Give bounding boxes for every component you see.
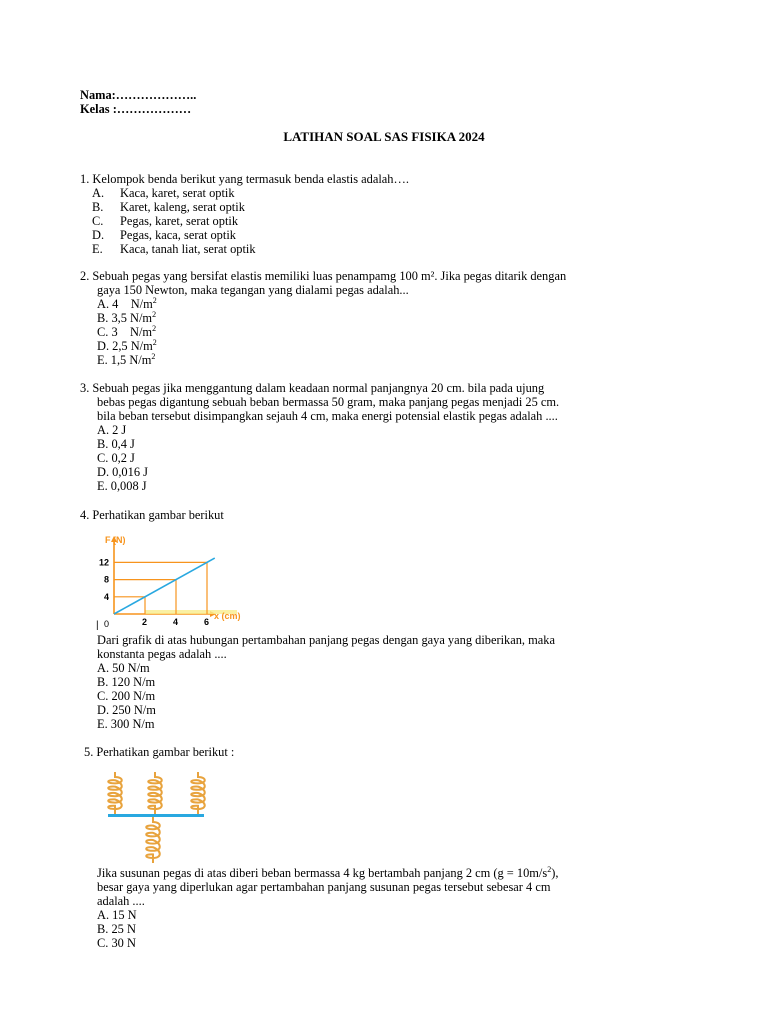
option-text: D. 2,5 N/m: [97, 339, 153, 353]
y-tick-label: 4: [104, 591, 110, 602]
q1-option-a[interactable]: [92, 186, 235, 200]
connecting-bar: [108, 814, 204, 817]
text-part: Jika susunan pegas di atas diberi beban bermassa 4 kg bertambah panjang 2 cm (g = 10m/s: [97, 866, 548, 880]
q3-option-e[interactable]: E. 0,008 J: [97, 479, 147, 493]
q3-stem-line2: bebas pegas digantung sebuah beban bermassa 50 gram, maka panjang pegas menjadi 25 cm.: [97, 395, 560, 409]
superscript: 2: [547, 864, 552, 874]
option-text: C. 3 N/m: [97, 325, 153, 339]
q1-stem: 1. Kelompok benda berikut yang termasuk benda elastis adalah….: [80, 172, 409, 186]
y-axis-label: F (N): [105, 535, 126, 545]
q3-option-a[interactable]: A. 2 J: [97, 423, 127, 437]
q4-text-line2: konstanta pegas adalah ....: [97, 647, 227, 661]
spring-bottom: [146, 817, 160, 863]
q5-text-line3: adalah ....: [97, 894, 145, 908]
y-tick-label: 8: [104, 574, 110, 585]
q1-option-e[interactable]: [92, 242, 256, 256]
option-letter: C.: [92, 214, 104, 228]
page-title: LATIHAN SOAL SAS FISIKA 2024: [283, 129, 485, 144]
spring-layer: [108, 772, 205, 863]
superscript: 2: [151, 351, 156, 361]
q4-option-d[interactable]: D. 250 N/m: [97, 703, 156, 717]
option-text: Karet, kaleng, serat optik: [120, 200, 245, 214]
option-letter: D.: [92, 228, 105, 242]
option-text: E. 1,5 N/m: [97, 353, 152, 367]
q1-option-d[interactable]: [92, 228, 236, 242]
q3-option-d[interactable]: D. 0,016 J: [97, 465, 148, 479]
q4-option-e[interactable]: E. 300 N/m: [97, 717, 155, 731]
option-text: Pegas, kaca, serat optik: [120, 228, 236, 242]
spring-right: [191, 772, 205, 814]
q2-stem-line1: 2. Sebuah pegas yang bersifat elastis memiliki luas penampamg 100 m². Jika pegas ditarik dengan: [80, 269, 567, 283]
x-tick-label: 2: [142, 617, 148, 627]
q4-option-a[interactable]: A. 50 N/m: [97, 661, 150, 675]
force-extension-graph: [94, 530, 259, 632]
origin-label: 0: [104, 619, 110, 629]
class-field: Kelas :………………: [80, 102, 192, 116]
text-part: ),: [551, 866, 559, 880]
spring-left: [108, 772, 122, 814]
q4-text-line1: Dari grafik di atas hubungan pertambahan panjang pegas dengan gaya yang diberikan, maka: [97, 633, 555, 647]
data-line: [114, 558, 215, 614]
q3-option-c[interactable]: C. 0,2 J: [97, 451, 135, 465]
q5-stem: 5. Perhatikan gambar berikut :: [84, 745, 235, 759]
option-text: Kaca, karet, serat optik: [120, 186, 235, 200]
q5-text-line2: besar gaya yang diperlukan agar pertambahan panjang susunan pegas tersebut sebesar 4 cm: [97, 880, 551, 894]
q4-stem: 4. Perhatikan gambar berikut: [80, 508, 224, 522]
superscript: 2: [152, 323, 157, 333]
option-text: Pegas, karet, serat optik: [120, 214, 239, 228]
q2-stem-line2: gaya 150 Newton, maka tegangan yang dialami pegas adalah...: [97, 283, 409, 297]
q1-option-b[interactable]: [92, 200, 245, 214]
q4-option-c[interactable]: C. 200 N/m: [97, 689, 156, 703]
option-letter: B.: [92, 200, 104, 214]
x-axis-label: x (cm): [214, 611, 241, 621]
q3-stem-line1: 3. Sebuah pegas jika menggantung dalam keadaan normal panjangnya 20 cm. bila pada ujung: [80, 381, 545, 395]
option-letter: E.: [92, 242, 103, 256]
option-text: A. 4 N/m: [97, 297, 153, 311]
option-letter: A.: [92, 186, 105, 200]
spring-arrangement-diagram: [104, 770, 210, 866]
q5-option-c[interactable]: C. 30 N: [97, 936, 136, 950]
q2-option-b[interactable]: [97, 311, 156, 325]
x-tick-label: 4: [173, 617, 179, 627]
superscript: 2: [152, 337, 157, 347]
q2-option-d[interactable]: [97, 339, 157, 353]
origin-tick: |: [96, 620, 99, 631]
q3-stem-line3: bila beban tersebut disimpangkan sejauh 4 cm, maka energi potensial elastik pegas adalah ....: [97, 409, 558, 423]
spring-middle: [148, 772, 162, 814]
q3-option-b[interactable]: B. 0,4 J: [97, 437, 135, 451]
q5-option-b[interactable]: B. 25 N: [97, 922, 136, 936]
q2-option-e[interactable]: [97, 353, 155, 367]
q5-option-a[interactable]: A. 15 N: [97, 908, 137, 922]
name-field: Nama:………………..: [80, 88, 197, 102]
q4-option-b[interactable]: B. 120 N/m: [97, 675, 156, 689]
superscript: 2: [152, 295, 157, 305]
x-tick-label: 6: [204, 617, 210, 627]
q2-option-c[interactable]: [97, 325, 156, 339]
q2-option-a[interactable]: [97, 297, 157, 311]
superscript: 2: [152, 309, 157, 319]
option-text: Kaca, tanah liat, serat optik: [120, 242, 256, 256]
y-tick-label: 12: [99, 557, 110, 568]
q5-text-line1: [97, 866, 558, 880]
option-text: B. 3,5 N/m: [97, 311, 153, 325]
q1-option-c[interactable]: [92, 214, 239, 228]
